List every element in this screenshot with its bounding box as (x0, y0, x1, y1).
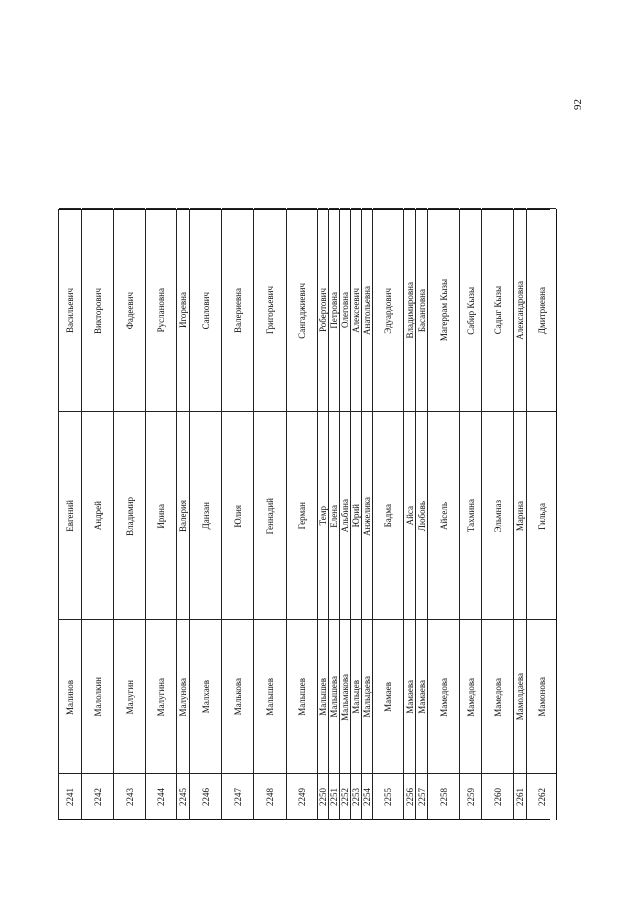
table-row (427, 209, 459, 820)
cell-last-name (318, 619, 328, 774)
cell-last-name (362, 619, 372, 774)
cell-first-name-text: Андрей (92, 501, 103, 531)
table-row (253, 209, 286, 820)
cell-number-text: 2243 (124, 788, 135, 806)
cell-patronymic (190, 208, 221, 412)
cell-first-name-text: Валерия (178, 499, 188, 533)
cell-first-name (362, 411, 372, 620)
cell-number (527, 773, 556, 820)
cell-last-name (527, 619, 556, 774)
cell-number-text: 2249 (297, 788, 307, 806)
cell-number-text: 2259 (465, 788, 476, 806)
table-row (328, 209, 339, 820)
cell-first-name (527, 411, 556, 620)
cell-last-name (373, 619, 403, 774)
cell-last-name-text: Малунова (178, 677, 188, 717)
cell-patronymic-text: Сабир Кызы (465, 286, 476, 335)
cell-first-name-text: Любовь (416, 500, 427, 532)
cell-first-name-text: Елена (329, 504, 339, 528)
table-row (58, 209, 81, 820)
cell-patronymic (482, 208, 513, 412)
cell-first-name-text: Темр (318, 506, 328, 526)
cell-first-name-text: Айса (404, 506, 415, 526)
cell-last-name (59, 619, 81, 774)
cell-number-text: 2256 (404, 788, 415, 806)
cell-last-name (287, 619, 317, 774)
cell-number-text: 2257 (416, 788, 427, 806)
cell-first-name-text: Владимир (124, 496, 135, 536)
cell-last-name-text: Мамаев (383, 682, 393, 712)
cell-first-name-text: Геннадий (265, 497, 275, 535)
cell-last-name (482, 619, 513, 774)
cell-patronymic-text: Васильевич (65, 288, 75, 333)
cell-number (362, 773, 372, 820)
cell-last-name (428, 619, 459, 774)
cell-patronymic-text: Григорьевич (265, 286, 275, 335)
cell-first-name (146, 411, 176, 620)
cell-patronymic (514, 208, 526, 412)
cell-number-text: 2252 (340, 788, 350, 806)
cell-patronymic (416, 208, 427, 412)
cell-number (82, 773, 113, 820)
cell-last-name (514, 619, 526, 774)
names-table (58, 209, 550, 820)
table-row (526, 209, 557, 820)
cell-last-name-text: Малькова (232, 678, 243, 716)
table-row (221, 209, 253, 820)
cell-number (254, 773, 286, 820)
cell-patronymic (460, 208, 481, 412)
cell-patronymic (177, 208, 189, 412)
table-row (415, 209, 427, 820)
cell-number (318, 773, 328, 820)
cell-first-name (416, 411, 427, 620)
table-row (113, 209, 145, 820)
cell-first-name (460, 411, 481, 620)
cell-first-name-text: Данзан (200, 502, 211, 530)
cell-number (329, 773, 339, 820)
cell-patronymic (59, 208, 81, 412)
cell-last-name-text: Мамаева (416, 680, 427, 714)
cell-last-name (460, 619, 481, 774)
cell-patronymic (428, 208, 459, 412)
cell-last-name-text: Малхаев (200, 680, 211, 714)
cell-patronymic-text: Сангаджиевич (297, 282, 307, 339)
cell-patronymic (362, 208, 372, 412)
cell-last-name-text: Малинов (65, 679, 75, 715)
cell-patronymic-text: Садыг Кызы (492, 286, 503, 335)
cell-first-name-text: Эльмназ (492, 499, 503, 533)
cell-patronymic (254, 208, 286, 412)
cell-last-name-text: Малышев (265, 678, 275, 716)
cell-number-text: 2251 (329, 788, 339, 806)
cell-first-name (287, 411, 317, 620)
cell-number-text: 2245 (178, 788, 188, 806)
cell-first-name-text: Анжелика (362, 496, 372, 536)
cell-first-name (428, 411, 459, 620)
cell-patronymic (340, 208, 350, 412)
cell-number (482, 773, 513, 820)
cell-first-name (514, 411, 526, 620)
cell-first-name (114, 411, 145, 620)
cell-last-name-text: Мальмакова (340, 673, 350, 721)
cell-number-text: 2248 (265, 788, 275, 806)
cell-number-text: 2247 (232, 788, 243, 806)
table-row (339, 209, 350, 820)
cell-first-name-text: Герман (297, 502, 307, 530)
cell-last-name-text: Мальцев (351, 680, 361, 714)
cell-first-name-text: Юлия (232, 504, 243, 528)
cell-first-name (190, 411, 221, 620)
cell-patronymic (114, 208, 145, 412)
cell-patronymic-text: Магеррам Кызы (438, 279, 449, 342)
table-row (350, 209, 361, 820)
cell-last-name (254, 619, 286, 774)
table-row (317, 209, 328, 820)
cell-last-name (82, 619, 113, 774)
cell-number (190, 773, 221, 820)
cell-last-name (190, 619, 221, 774)
cell-patronymic (373, 208, 403, 412)
cell-patronymic (351, 208, 361, 412)
cell-last-name (340, 619, 350, 774)
cell-patronymic-text: Робертович (318, 288, 328, 333)
table-row (189, 209, 221, 820)
cell-number (146, 773, 176, 820)
cell-last-name-text: Малолкин (92, 677, 103, 717)
cell-first-name-text: Ирина (156, 503, 166, 529)
cell-number-text: 2255 (383, 788, 393, 806)
cell-patronymic-text: Санлович (200, 291, 211, 330)
cell-number (114, 773, 145, 820)
cell-number-text: 2242 (92, 788, 103, 806)
cell-patronymic (146, 208, 176, 412)
cell-number (340, 773, 350, 820)
cell-first-name-text: Бадма (383, 504, 393, 528)
cell-patronymic (287, 208, 317, 412)
cell-last-name-text: Малышева (329, 676, 339, 718)
cell-first-name (254, 411, 286, 620)
cell-number-text: 2250 (318, 788, 328, 806)
cell-patronymic-text: Басанговна (416, 288, 427, 333)
table-row (513, 209, 526, 820)
cell-patronymic-text: Александровна (515, 281, 525, 340)
cell-last-name-text: Мамедова (465, 677, 476, 717)
cell-patronymic-text: Фадеевич (124, 291, 135, 330)
table-row (459, 209, 481, 820)
cell-patronymic-text: Дмитриевна (536, 286, 547, 335)
cell-last-name-text: Малугина (156, 677, 166, 717)
cell-number-text: 2244 (156, 788, 166, 806)
cell-last-name (351, 619, 361, 774)
cell-first-name (351, 411, 361, 620)
page-number: 92 (572, 99, 584, 111)
table-row (81, 209, 113, 820)
table-row (372, 209, 403, 820)
cell-last-name-text: Мамедова (492, 677, 503, 717)
cell-last-name-text: Мамолдаева (515, 673, 525, 721)
cell-number (460, 773, 481, 820)
cell-number-text: 2254 (362, 788, 372, 806)
cell-number (222, 773, 253, 820)
cell-last-name (146, 619, 176, 774)
cell-patronymic-text: Анатольевна (362, 286, 372, 335)
cell-first-name (82, 411, 113, 620)
cell-first-name (222, 411, 253, 620)
cell-patronymic-text: Олеговна (340, 292, 350, 329)
table-row (145, 209, 176, 820)
cell-patronymic-text: Алексеевич (351, 288, 361, 333)
cell-patronymic (222, 208, 253, 412)
cell-first-name-text: Марина (515, 500, 525, 532)
cell-patronymic (318, 208, 328, 412)
cell-last-name (404, 619, 415, 774)
cell-number-text: 2246 (200, 788, 211, 806)
cell-patronymic-text: Владимировна (404, 282, 415, 339)
cell-first-name-text: Гильда (536, 502, 547, 530)
cell-patronymic-text: Руслановна (156, 288, 166, 333)
table-row (176, 209, 189, 820)
table-row (286, 209, 317, 820)
cell-first-name-text: Евгений (65, 500, 75, 532)
cell-number-text: 2260 (492, 788, 503, 806)
cell-first-name (340, 411, 350, 620)
cell-number-text: 2261 (515, 788, 525, 806)
cell-number-text: 2262 (536, 788, 547, 806)
cell-first-name (318, 411, 328, 620)
cell-number (428, 773, 459, 820)
cell-first-name (177, 411, 189, 620)
cell-last-name-text: Мальцаева (362, 676, 372, 718)
cell-patronymic-text: Викторович (92, 287, 103, 334)
cell-last-name (114, 619, 145, 774)
cell-number (416, 773, 427, 820)
cell-patronymic (82, 208, 113, 412)
cell-number (177, 773, 189, 820)
cell-number (59, 773, 81, 820)
cell-patronymic-text: Игоревна (178, 292, 188, 329)
cell-first-name-text: Юрий (351, 504, 361, 528)
cell-last-name-text: Малышев (318, 678, 328, 716)
cell-patronymic-text: Валериевна (232, 288, 243, 333)
table-row (361, 209, 372, 820)
cell-first-name (373, 411, 403, 620)
cell-first-name (482, 411, 513, 620)
cell-last-name (416, 619, 427, 774)
cell-patronymic (404, 208, 415, 412)
cell-patronymic (329, 208, 339, 412)
cell-first-name (329, 411, 339, 620)
cell-patronymic-text: Петровна (329, 292, 339, 329)
cell-last-name-text: Мамедова (438, 677, 449, 717)
cell-last-name-text: Мамаева (404, 680, 415, 714)
cell-number-text: 2241 (65, 788, 75, 806)
table-row (481, 209, 513, 820)
cell-number (514, 773, 526, 820)
cell-last-name (329, 619, 339, 774)
cell-first-name-text: Альбина (340, 499, 350, 533)
cell-last-name-text: Малышев (297, 678, 307, 716)
cell-patronymic-text: Эдуардович (383, 287, 393, 334)
cell-patronymic (527, 208, 556, 412)
cell-number (404, 773, 415, 820)
cell-number-text: 2253 (351, 788, 361, 806)
cell-number (373, 773, 403, 820)
cell-last-name-text: Мамонова (536, 677, 547, 717)
cell-last-name-text: Малугин (124, 679, 135, 715)
cell-last-name (177, 619, 189, 774)
cell-first-name-text: Айсель (438, 501, 449, 530)
cell-first-name (404, 411, 415, 620)
cell-first-name-text: Тахмина (465, 499, 476, 533)
cell-number-text: 2258 (438, 788, 449, 806)
cell-last-name (222, 619, 253, 774)
cell-first-name (59, 411, 81, 620)
cell-number (351, 773, 361, 820)
table-row (403, 209, 415, 820)
cell-number (287, 773, 317, 820)
